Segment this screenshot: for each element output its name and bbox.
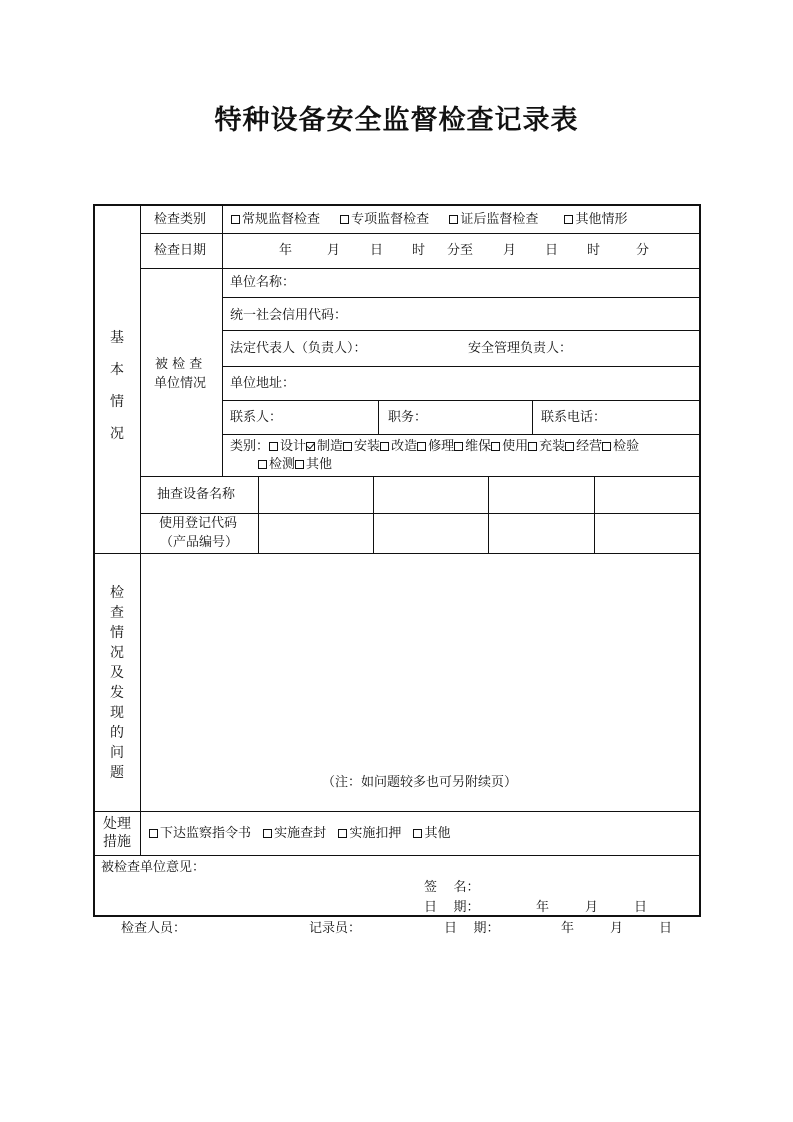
row-divider <box>222 366 700 367</box>
measure-option[interactable]: 下达监察指令书 <box>149 826 251 841</box>
date-hour-end: 时 <box>587 243 601 258</box>
date-minute-to: 分至 <box>447 243 474 258</box>
checkbox-icon[interactable] <box>602 442 611 451</box>
date-year: 年 <box>279 243 293 258</box>
position-field[interactable]: 职务： <box>388 410 428 425</box>
credit-code-field[interactable]: 统一社会信用代码： <box>230 308 348 323</box>
category-option[interactable]: 其他 <box>295 457 332 472</box>
measures-options <box>149 826 450 842</box>
row-divider <box>140 513 700 514</box>
address-field[interactable]: 单位地址： <box>230 376 296 391</box>
footer-recorder[interactable]: 记录员： <box>309 921 362 936</box>
checkbox-icon[interactable] <box>263 829 272 838</box>
checkbox-icon[interactable] <box>528 442 537 451</box>
category-option[interactable]: 使用 <box>491 439 528 454</box>
section-label-measures: 处理 措施 <box>103 816 131 850</box>
footer-month: 月 <box>610 921 624 936</box>
checkbox-icon[interactable] <box>149 829 158 838</box>
row-divider <box>222 434 700 435</box>
table-border-top <box>93 204 701 206</box>
category-option[interactable]: 维保 <box>454 439 491 454</box>
opinion-date[interactable]: 日 期： <box>424 900 480 915</box>
section-divider <box>93 811 701 812</box>
opinion-day: 日 <box>634 900 648 915</box>
checkbox-icon[interactable] <box>449 215 458 224</box>
opinion-month: 月 <box>585 900 599 915</box>
row-divider <box>222 297 700 298</box>
column-divider <box>488 476 489 553</box>
table-border-bottom <box>93 915 701 917</box>
checkbox-icon[interactable] <box>343 442 352 451</box>
phone-field[interactable]: 联系电话： <box>541 410 607 425</box>
footer-day: 日 <box>659 921 673 936</box>
date-day: 日 <box>370 243 384 258</box>
inspection-type-option[interactable]: 专项监督检查 <box>340 212 429 227</box>
inspection-type-label: 检查类别 <box>154 212 207 227</box>
opinion-label: 被检查单位意见： <box>101 860 206 875</box>
checkbox-icon[interactable] <box>565 442 574 451</box>
legal-rep-field[interactable]: 法定代表人（负责人）： <box>230 341 367 356</box>
footer-year: 年 <box>561 921 575 936</box>
row-divider <box>140 233 700 234</box>
unit-name-field[interactable]: 单位名称： <box>230 275 296 290</box>
findings-note: （注：如问题较多也可另附续页） <box>322 775 518 790</box>
checkbox-icon[interactable] <box>340 215 349 224</box>
column-divider <box>594 476 595 553</box>
equipment-code-label: （产品编号） <box>160 535 239 550</box>
checkbox-icon[interactable] <box>454 442 463 451</box>
footer-inspector[interactable]: 检查人员： <box>121 921 187 936</box>
checkbox-icon[interactable] <box>417 442 426 451</box>
equipment-code-label: 使用登记代码 <box>159 516 238 531</box>
inspection-type-option[interactable]: 证后监督检查 <box>449 212 538 227</box>
checkbox-icon[interactable] <box>380 442 389 451</box>
form-title: 特种设备安全监督检查记录表 <box>214 105 579 136</box>
section-label-basic: 基本情况 <box>110 330 124 442</box>
checkbox-icon[interactable] <box>338 829 347 838</box>
date-month-end: 月 <box>503 243 517 258</box>
date-month: 月 <box>327 243 341 258</box>
unit-category-row-2 <box>258 457 332 473</box>
opinion-signature[interactable]: 签 名： <box>424 880 480 895</box>
checkbox-icon[interactable] <box>269 442 278 451</box>
category-option[interactable]: 制造 <box>306 439 343 454</box>
checkbox-icon[interactable] <box>231 215 240 224</box>
section-divider <box>93 855 701 856</box>
inspected-unit-label: 单位情况 <box>154 376 207 391</box>
category-option[interactable]: 安装 <box>343 439 380 454</box>
unit-category-row <box>230 439 639 455</box>
category-option[interactable]: 修理 <box>417 439 454 454</box>
inspected-unit-label: 被 检 查 <box>155 357 203 372</box>
date-hour: 时 <box>412 243 426 258</box>
category-label: 类别： <box>230 439 270 454</box>
category-option[interactable]: 充装 <box>528 439 565 454</box>
opinion-year: 年 <box>536 900 550 915</box>
checkbox-icon[interactable] <box>491 442 500 451</box>
row-divider <box>222 400 700 401</box>
category-option[interactable]: 经营 <box>565 439 602 454</box>
row-divider <box>140 476 700 477</box>
date-minute-end: 分 <box>636 243 650 258</box>
measure-option[interactable]: 实施查封 <box>263 826 326 841</box>
inspection-date-label: 检查日期 <box>154 243 207 258</box>
category-option[interactable]: 设计 <box>269 439 306 454</box>
inspection-type-options <box>231 212 627 228</box>
date-day-end: 日 <box>545 243 559 258</box>
measure-option[interactable]: 实施扣押 <box>338 826 401 841</box>
checkbox-icon[interactable] <box>413 829 422 838</box>
inspection-type-option[interactable]: 其他情形 <box>564 212 627 227</box>
checkbox-icon[interactable] <box>564 215 573 224</box>
inspection-type-option[interactable]: 常规监督检查 <box>231 212 320 227</box>
checked-checkbox-icon[interactable] <box>306 442 315 451</box>
column-divider <box>373 476 374 553</box>
column-divider <box>378 400 379 434</box>
category-option[interactable]: 改造 <box>380 439 417 454</box>
column-divider <box>222 204 223 476</box>
column-divider <box>532 400 533 434</box>
safety-manager-field[interactable]: 安全管理负责人： <box>468 341 573 356</box>
contact-field[interactable]: 联系人： <box>230 410 283 425</box>
checkbox-icon[interactable] <box>295 460 304 469</box>
equipment-name-label: 抽查设备名称 <box>157 487 236 502</box>
checkbox-icon[interactable] <box>258 460 267 469</box>
category-option[interactable]: 检验 <box>602 439 639 454</box>
section-label-findings: 检查情况及发现的问题 <box>110 585 124 781</box>
row-divider <box>140 268 700 269</box>
measure-option[interactable]: 其他 <box>413 826 450 841</box>
category-option[interactable]: 检测 <box>258 457 295 472</box>
row-divider <box>222 330 700 331</box>
column-divider <box>258 476 259 553</box>
findings-area[interactable] <box>141 554 699 811</box>
footer-date[interactable]: 日 期： <box>444 921 500 936</box>
